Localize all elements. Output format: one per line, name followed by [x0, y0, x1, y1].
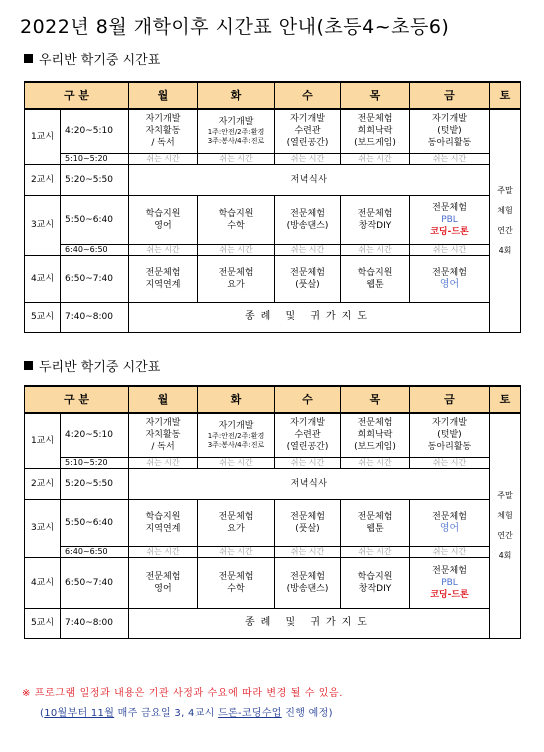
time-1: 4:20~5:10: [61, 413, 129, 457]
rest-label: 쉬는 시간: [275, 457, 341, 468]
header-wed: 수: [275, 82, 341, 109]
period-3: 3교시: [25, 195, 61, 255]
cell-mon-1: 자기개발 자치활동 / 독서: [129, 109, 198, 153]
time-3: 5:50~6:40: [61, 195, 129, 244]
rest-label: 쉬는 시간: [275, 244, 341, 255]
time-4: 6:50~7:40: [61, 557, 129, 608]
cell-fri-1: 자기개발 (텃밭) 동아리활동: [410, 413, 490, 457]
cell-mon-4: 전문체험 지역연계: [129, 255, 198, 302]
rest-time-2: 6:40~6:50: [61, 546, 129, 557]
time-3: 5:50~6:40: [61, 499, 129, 546]
header-mon: 월: [129, 82, 198, 109]
header-thu: 목: [341, 386, 410, 413]
cell-thu-1: 전문체험 희희낙락 (보드게임): [341, 413, 410, 457]
rest-label: 쉬는 시간: [410, 153, 490, 164]
header-wed: 수: [275, 386, 341, 413]
period-3: 3교시: [25, 499, 61, 557]
cell-tue-1: 자기개발 1주:안전/2주:환경 3주:봉사/4주:진로: [198, 109, 275, 153]
rest-label: 쉬는 시간: [275, 546, 341, 557]
header-thu: 목: [341, 82, 410, 109]
rest-label: 쉬는 시간: [129, 244, 198, 255]
saturday-cell: 주말 체험 연간 4회: [490, 413, 521, 638]
header-fri: 금: [410, 82, 490, 109]
header-gubun: 구 분: [25, 386, 129, 413]
notice-subject: 드론-코딩수업: [218, 708, 282, 719]
rest-label: 쉬는 시간: [341, 457, 410, 468]
cell-fri-3: 전문체험 영어: [410, 499, 490, 546]
header-fri: 금: [410, 386, 490, 413]
cell-thu-4: 학습지원 웹툰: [341, 255, 410, 302]
dismissal-cell: 종례 및 귀가지도: [129, 302, 490, 332]
time-5: 7:40~8:00: [61, 608, 129, 638]
cell-fri-3: 전문체험 PBL 코딩-드론: [410, 195, 490, 244]
cell-wed-1: 자기개발 수련관 (열린공간): [275, 109, 341, 153]
rest-label: 쉬는 시간: [410, 244, 490, 255]
cell-tue-4: 전문체험 요가: [198, 255, 275, 302]
notice-drone-coding: (10월부터 11월 매주 금요일 3, 4교시 드론-코딩수업 진행 예정): [40, 708, 333, 719]
period-2: 2교시: [25, 164, 61, 195]
cell-thu-1: 전문체험 희희낙락 (보드게임): [341, 109, 410, 153]
period-2: 2교시: [25, 468, 61, 499]
section-heading-duri: 두리반 학기중 시간표: [24, 356, 160, 375]
cell-wed-3: 전문체험 (풋살): [275, 499, 341, 546]
rest-label: 쉬는 시간: [275, 153, 341, 164]
page-title: 2022년 8월 개학이후 시간표 안내(초등4~초등6): [20, 16, 450, 38]
rest-label: 쉬는 시간: [341, 244, 410, 255]
period-4: 4교시: [25, 255, 61, 302]
time-4: 6:50~7:40: [61, 255, 129, 302]
section-heading-uri: 우리반 학기중 시간표: [24, 49, 160, 68]
cell-mon-4: 전문체험 영어: [129, 557, 198, 608]
header-mon: 월: [129, 386, 198, 413]
rest-label: 쉬는 시간: [129, 153, 198, 164]
cell-tue-3: 학습지원 수학: [198, 195, 275, 244]
timetable-duri: [24, 385, 521, 639]
header-sat: 토: [490, 386, 521, 413]
rest-label: 쉬는 시간: [129, 457, 198, 468]
cell-mon-3: 학습지원 영어: [129, 195, 198, 244]
cell-fri-4: 전문체험 영어: [410, 255, 490, 302]
cell-tue-1: 자기개발 1주:안전/2주:환경 3주:봉사/4주:진로: [198, 413, 275, 457]
rest-label: 쉬는 시간: [410, 546, 490, 557]
cell-mon-1: 자기개발 자치활동 / 독서: [129, 413, 198, 457]
cell-fri-1: 자기개발 (텃밭) 동아리활동: [410, 109, 490, 153]
cell-mon-3: 학습지원 지역연계: [129, 499, 198, 546]
header-tue: 화: [198, 386, 275, 413]
cell-thu-3: 전문체험 창작DIY: [341, 195, 410, 244]
dinner-cell: 저녁식사: [129, 468, 490, 499]
bullet-square-icon: [24, 54, 33, 63]
rest-label: 쉬는 시간: [198, 244, 275, 255]
rest-label: 쉬는 시간: [198, 546, 275, 557]
rest-label: 쉬는 시간: [410, 457, 490, 468]
rest-time-1: 5:10~5:20: [61, 457, 129, 468]
rest-label: 쉬는 시간: [341, 153, 410, 164]
timetable-uri: [24, 81, 521, 333]
time-2: 5:20~5:50: [61, 468, 129, 499]
notice-change: ※ 프로그램 일정과 내용은 기관 사정과 수요에 따라 변경 될 수 있음.: [22, 688, 344, 699]
period-1: 1교시: [25, 109, 61, 164]
cell-tue-4: 전문체험 수학: [198, 557, 275, 608]
header-sat: 토: [490, 82, 521, 109]
header-gubun: 구 분: [25, 82, 129, 109]
dismissal-cell: 종례 및 귀가지도: [129, 608, 490, 638]
time-1: 4:20~5:10: [61, 109, 129, 153]
period-5: 5교시: [25, 608, 61, 638]
rest-label: 쉬는 시간: [198, 457, 275, 468]
dinner-cell: 저녁식사: [129, 164, 490, 195]
time-2: 5:20~5:50: [61, 164, 129, 195]
cell-wed-3: 전문체험 (방송댄스): [275, 195, 341, 244]
bullet-square-icon: [24, 361, 33, 370]
notice-months: 10월부터 11월: [44, 708, 115, 719]
cell-tue-3: 전문체험 요가: [198, 499, 275, 546]
header-tue: 화: [198, 82, 275, 109]
saturday-cell: 주말 체험 연간 4회: [490, 109, 521, 332]
cell-thu-3: 전문체험 웹툰: [341, 499, 410, 546]
time-5: 7:40~8:00: [61, 302, 129, 332]
cell-wed-4: 전문체험 (풋살): [275, 255, 341, 302]
period-1: 1교시: [25, 413, 61, 468]
cell-wed-1: 자기개발 수련관 (열린공간): [275, 413, 341, 457]
period-4: 4교시: [25, 557, 61, 608]
rest-label: 쉬는 시간: [129, 546, 198, 557]
rest-label: 쉬는 시간: [198, 153, 275, 164]
cell-fri-4: 전문체험 PBL 코딩-드론: [410, 557, 490, 608]
cell-thu-4: 학습지원 창작DIY: [341, 557, 410, 608]
rest-label: 쉬는 시간: [341, 546, 410, 557]
cell-wed-4: 전문체험 (방송댄스): [275, 557, 341, 608]
period-5: 5교시: [25, 302, 61, 332]
rest-time-1: 5:10~5:20: [61, 153, 129, 164]
rest-time-2: 6:40~6:50: [61, 244, 129, 255]
